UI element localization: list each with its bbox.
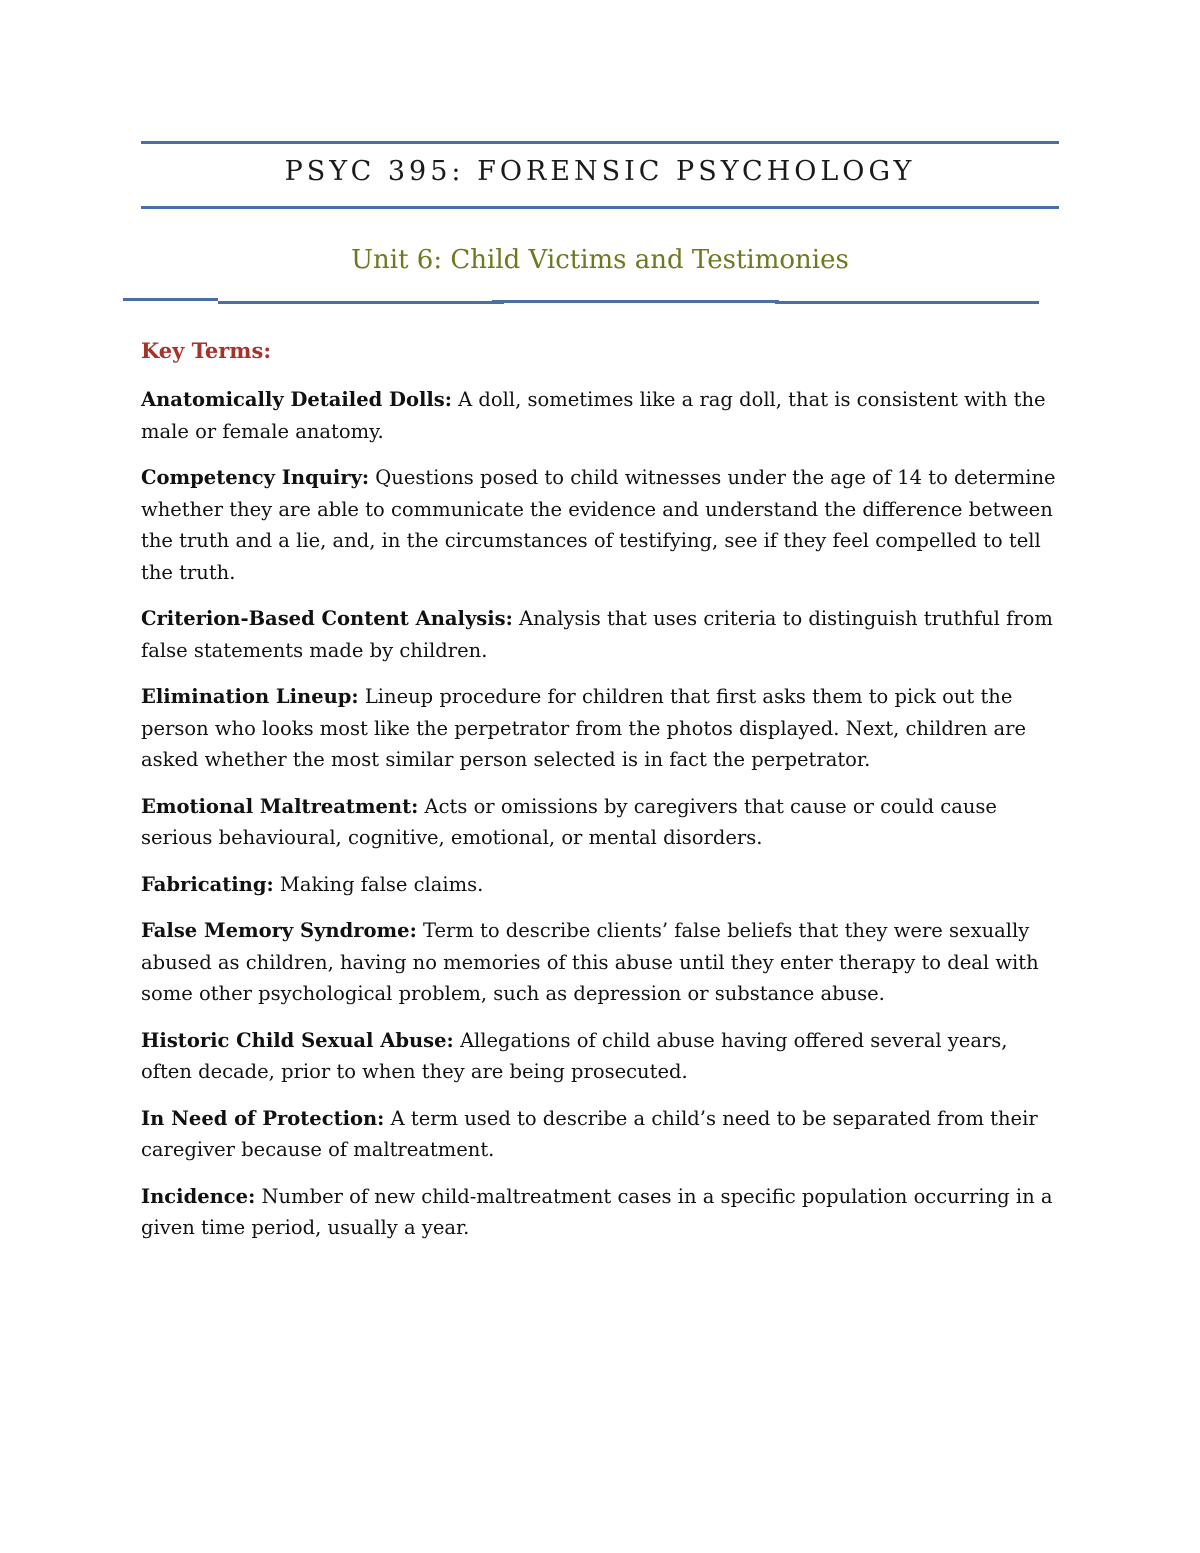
term-name: Anatomically Detailed Dolls: — [141, 388, 452, 411]
term-definition: Making false claims. — [273, 872, 484, 896]
top-rule — [141, 141, 1059, 144]
term-name: Incidence: — [141, 1184, 256, 1208]
term-name: False Memory Syndrome: — [141, 919, 417, 942]
term-definition: Term to describe clients’ false beliefs that they were sexually abused as children, having no memories of this abuse until they enter therapy to deal with some other psychological problem, such as depression or substance abuse. — [141, 919, 1039, 1005]
term-entry — [141, 915, 1061, 1010]
term-name: Elimination Lineup: — [141, 685, 359, 708]
term-name: Fabricating: — [141, 872, 274, 896]
term-entry — [141, 603, 1061, 666]
term-definition: A doll, sometimes like a rag doll, that is consistent with the male or female anatomy. — [141, 388, 1046, 443]
term-entry — [141, 681, 1061, 776]
term-definition: A term used to describe a child’s need to be separated from their caregiver because of maltreatment. — [141, 1106, 1038, 1161]
unit-title: Unit 6: Child Victims and Testimonies — [351, 245, 849, 275]
term-name: Criterion-Based Content Analysis: — [141, 607, 513, 630]
term-name: In Need of Protection: — [141, 1106, 385, 1130]
course-title: PSYC 395: FORENSIC PSYCHOLOGY — [284, 156, 916, 187]
term-entry — [141, 1025, 1061, 1088]
term-definition: Acts or omissions by caregivers that cause or could cause serious behavioural, cognitive, emotional, or mental disorders. — [141, 794, 997, 849]
unit-title-divider — [123, 297, 1039, 305]
title-bottom-rule — [141, 206, 1059, 209]
term-name: Emotional Maltreatment: — [141, 794, 419, 818]
term-entry — [141, 1181, 1061, 1244]
term-name: Competency Inquiry: — [141, 466, 370, 489]
term-name: Historic Child Sexual Abuse: — [141, 1028, 454, 1052]
key-terms-section — [141, 336, 1061, 1259]
term-definition: Analysis that uses criteria to distinguish truthful from false statements made by children. — [141, 607, 1053, 662]
term-definition: Allegations of child abuse having offered several years, often decade, prior to when they are being prosecuted. — [141, 1028, 1008, 1083]
term-entry — [141, 791, 1061, 854]
term-definition: Questions posed to child witnesses under the age of 14 to determine whether they are able to communicate the evidence and understand the difference between the truth and a lie, and, in the circumstances of testifying, see if they feel compelled to tell the truth. — [141, 466, 1056, 584]
term-entry — [141, 462, 1061, 588]
key-terms-heading: Key Terms: — [141, 338, 272, 363]
term-entry — [141, 1103, 1061, 1166]
term-definition: Lineup procedure for children that first asks them to pick out the person who looks most like the perpetrator from the photos displayed. Next, children are asked whether the most similar person selected is in fact the perpetrator. — [141, 685, 1027, 771]
term-entry — [141, 869, 1061, 901]
term-definition: Number of new child-maltreatment cases in a specific population occurring in a given time period, usually a year. — [141, 1184, 1053, 1239]
term-entry — [141, 384, 1061, 447]
